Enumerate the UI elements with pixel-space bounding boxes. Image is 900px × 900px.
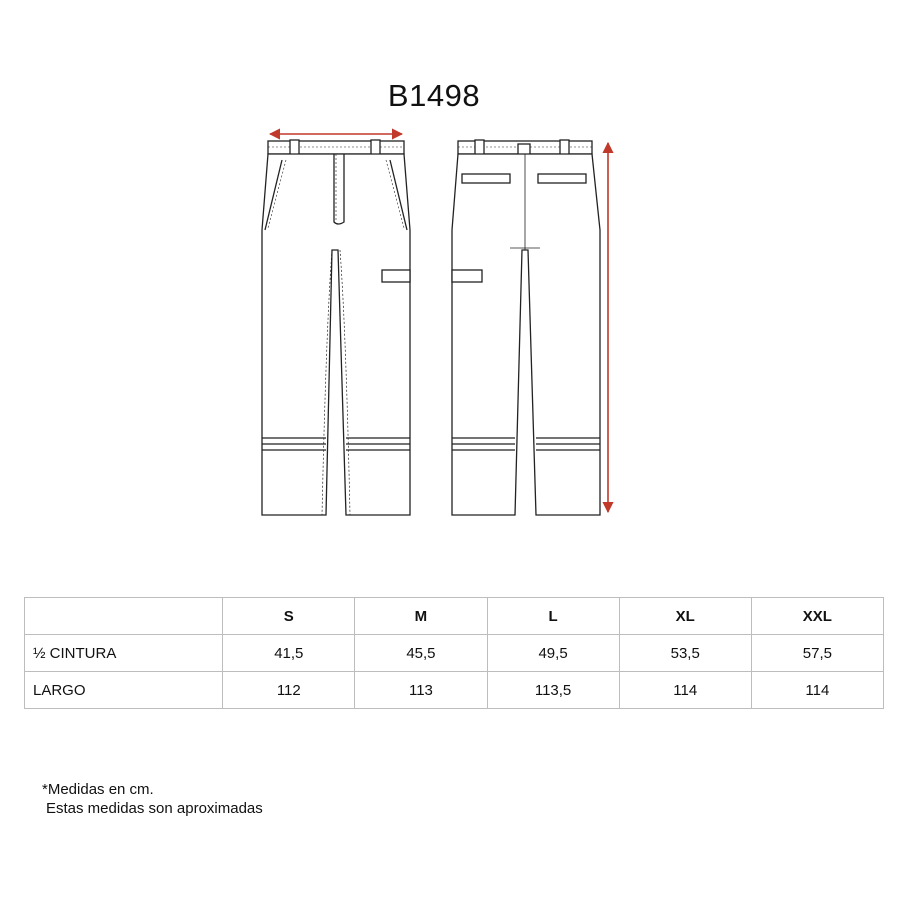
table-row (25, 672, 884, 709)
table-cell: 112 (223, 672, 355, 709)
table-cell: 114 (751, 672, 883, 709)
table-cell: 113 (355, 672, 487, 709)
header-cell-s: S (223, 598, 355, 635)
table-cell: 53,5 (619, 635, 751, 672)
table-cell: 57,5 (751, 635, 883, 672)
row-label-waist: ½ CINTURA (25, 635, 223, 672)
header-cell-xl: XL (619, 598, 751, 635)
row-label-length: LARGO (25, 672, 223, 709)
size-chart-table (24, 597, 884, 709)
table-cell: 49,5 (487, 635, 619, 672)
table-cell: 113,5 (487, 672, 619, 709)
front-view-icon (262, 140, 410, 515)
table-header-row (25, 598, 884, 635)
header-cell-m: M (355, 598, 487, 635)
note-units: *Medidas en cm. (42, 781, 154, 798)
table-cell: 45,5 (355, 635, 487, 672)
table-cell: 41,5 (223, 635, 355, 672)
note-approximate: Estas medidas son aproximadas (46, 800, 263, 817)
header-cell-xxl: XXL (751, 598, 883, 635)
table-row (25, 635, 884, 672)
back-view-icon (452, 140, 600, 515)
table-cell: 114 (619, 672, 751, 709)
header-cell-empty (25, 598, 223, 635)
product-code-title: B1498 (387, 78, 481, 113)
header-cell-l: L (487, 598, 619, 635)
measurement-notes (42, 780, 263, 818)
